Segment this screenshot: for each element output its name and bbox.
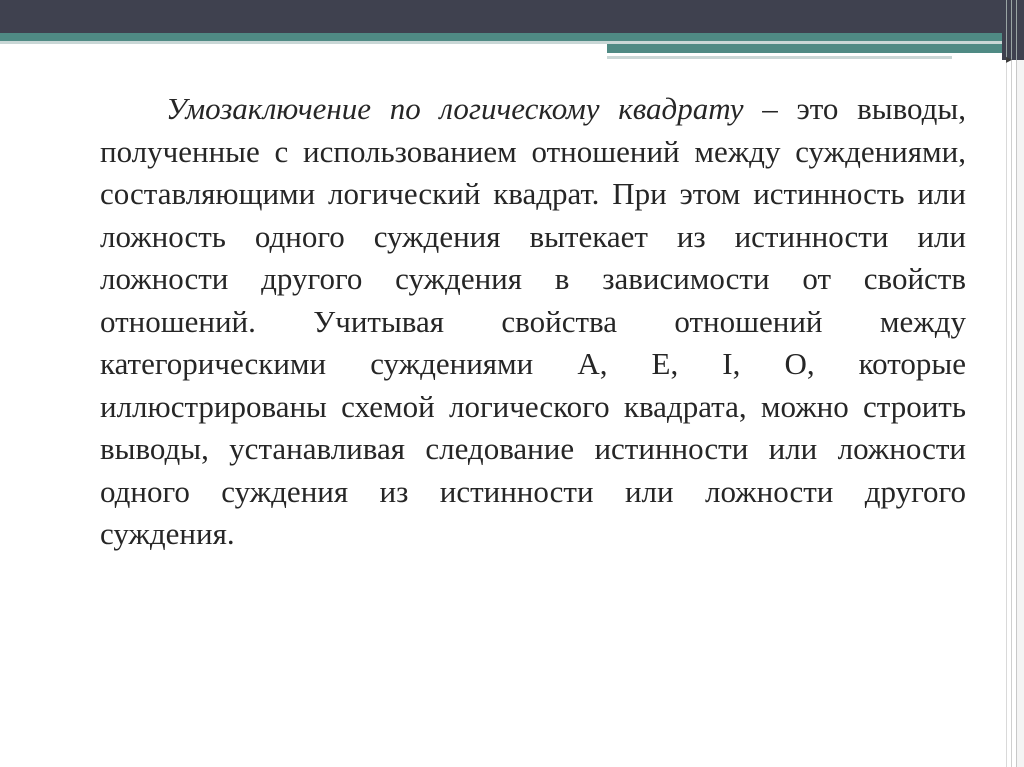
accent-notch [0, 44, 610, 56]
italic-term: Умозаключение по логическому квадрату [166, 91, 744, 126]
chevron-right-icon: ▸ [1006, 52, 1013, 66]
top-right-decoration [1002, 0, 1024, 60]
accent-right-thin-line [607, 56, 952, 59]
body-paragraph [100, 88, 966, 556]
accent-stripe [0, 33, 1024, 41]
header-bar [0, 0, 1024, 33]
accent-right-bar [607, 44, 1024, 53]
paragraph-rest: – это выводы, полученные с использованием отношений между суждениями, составляющими логический квадрат. При этом истинность или ложность одного суждения вытекает из истинности или ложности другого суждения в зависимости от свойств отношений. Учитывая свойства отношений между категорическими суждениями A, E, I, O, которые иллюстрированы схемой логического квадрата, можно строить выводы, устанавливая следование истинности или ложности одного суждения из истинности или ложности другого суждения. [100, 91, 966, 551]
right-edge-decoration [1002, 0, 1024, 767]
